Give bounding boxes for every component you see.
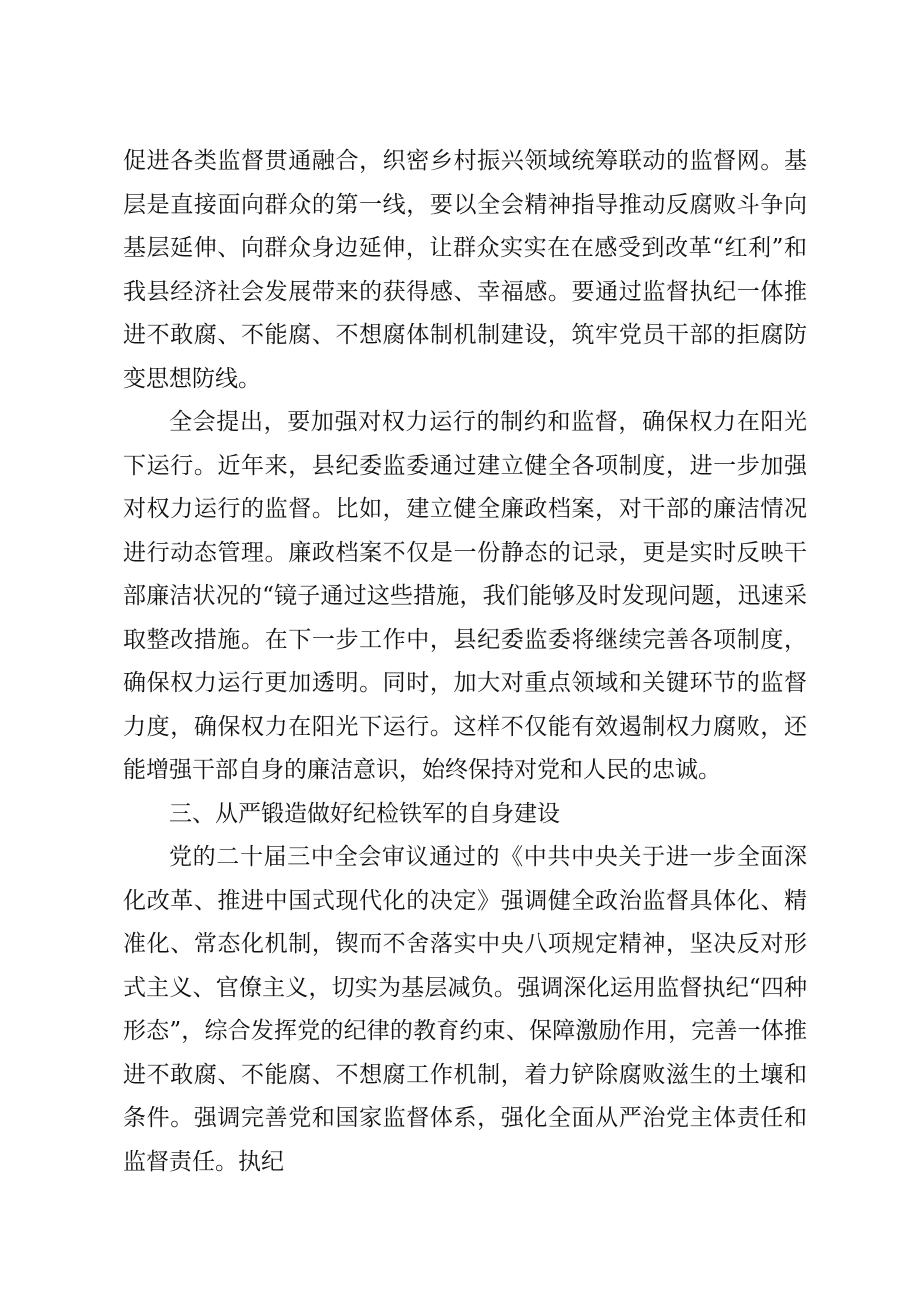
document-body	[123, 140, 807, 1184]
paragraph-2: 全会提出，要加强对权力运行的制约和监督，确保权力在阳光下运行。近年来，县纪委监委通过建立健全各项制度，进一步加强对权力运行的监督。比如，建立健全廉政档案，对干部的廉洁情况进行动态管理。廉政档案不仅是一份静态的记录，更是实时反映干部廉洁状况的“镜子通过这些措施，我们能够及时发现问题，迅速采取整改措施。在下一步工作中，县纪委监委将继续完善各项制度，确保权力运行更加透明。同时，加大对重点领域和关键环节的监督力度，确保权力在阳光下运行。这样不仅能有效遏制权力腐败，还能增强干部自身的廉洁意识，始终保持对党和人民的忠诚。	[123, 409, 807, 783]
paragraph-1: 促进各类监督贯通融合，织密乡村振兴领域统筹联动的监督网。基层是直接面向群众的第一线，要以全会精神指导推动反腐败斗争向基层延伸、向群众身边延伸，让群众实实在在感受到改革“红利”和我县经济社会发展带来的获得感、幸福感。要通过监督执纪一体推进不敢腐、不能腐、不想腐体制机制建设，筑牢党员干部的拒腐防变思想防线。	[123, 148, 807, 392]
section-heading: 三、从严锻造做好纪检铁军的自身建设	[169, 800, 560, 827]
paragraph-3: 党的二十届三中全会审议通过的《中共中央关于进一步全面深化改革、推进中国式现代化的决定》强调健全政治监督具体化、精准化、常态化机制，锲而不舍落实中央八项规定精神，坚决反对形式主义、官僚主义，切实为基层减负。强调深化运用监督执纪“四种形态”，综合发挥党的纪律的教育约束、保障激励作用，完善一体推进不敢腐、不能腐、不想腐工作机制，着力铲除腐败滋生的土壤和条件。强调完善党和国家监督体系，强化全面从严治党主体责任和监督责任。执纪	[123, 844, 807, 1175]
